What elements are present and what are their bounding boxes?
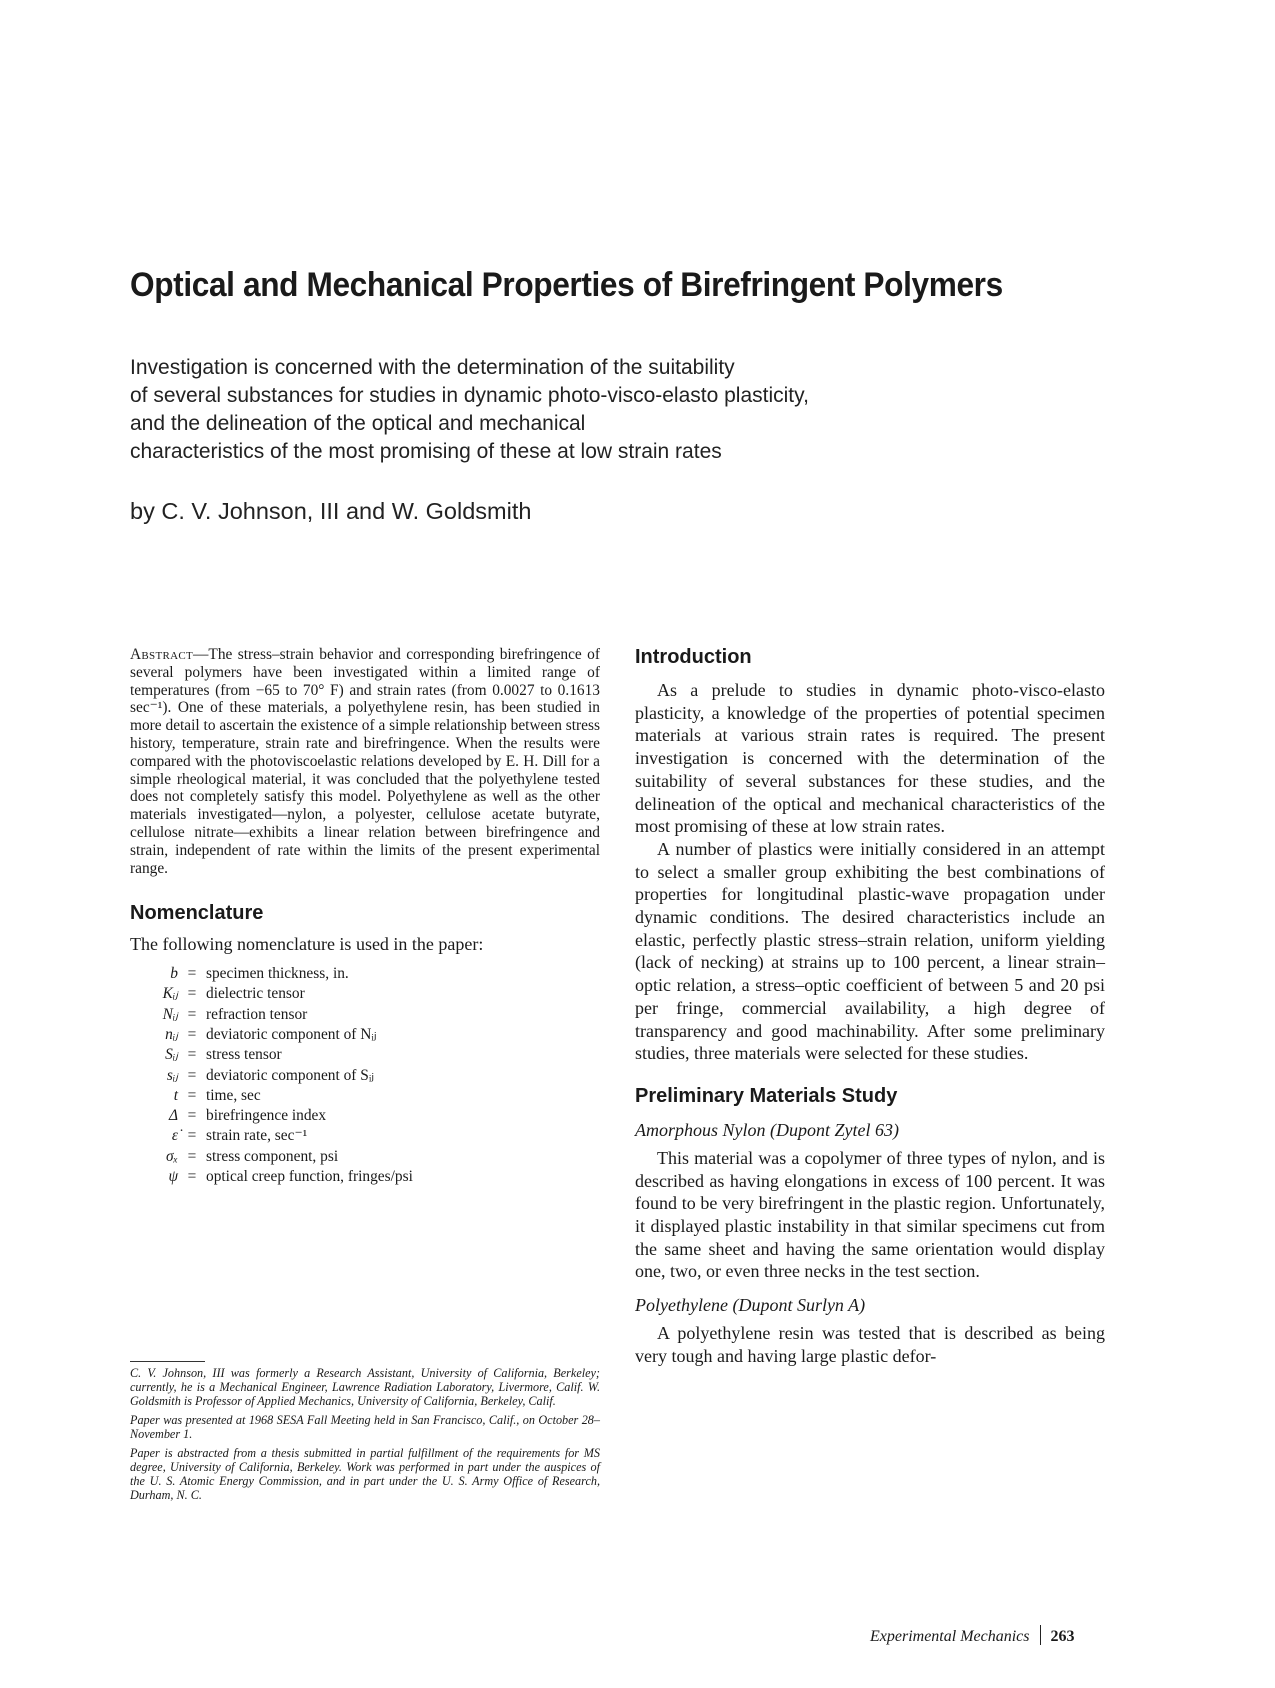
equals-sign: = — [187, 1086, 197, 1104]
subtitle-line: of several substances for studies in dynamic photo-visco-elasto plasticity, — [130, 384, 809, 407]
introduction-paragraph: A number of plastics were initially considered in an attempt to select a smaller group exhibiting the best combinations of properties for longitudinal plastic-wave propagation under dynamic conditions. The desired characteristics include an elastic, perfectly plastic stress–strain relation, uniform yielding (lack of necking) at strains up to 100 percent, a linear strain–optic relation, a stress–optic coefficient of between 5 and 20 psi per fringe, commercial availability, a high degree of transparency and good machinability. After some preliminary studies, three materials were selected for these studies. — [635, 838, 1105, 1064]
equals-sign: = — [187, 965, 197, 983]
nomenclature-definition: refraction tensor — [206, 1005, 308, 1023]
nomenclature-definition: stress component, psi — [206, 1147, 339, 1165]
nomenclature-row — [130, 1167, 600, 1187]
nomenclature-intro: The following nomenclature is used in the paper: — [130, 934, 484, 955]
nomenclature-definition: strain rate, sec⁻¹ — [206, 1127, 308, 1145]
nomenclature-row — [130, 1126, 600, 1146]
article-title: Optical and Mechanical Properties of Birefringent Polymers — [130, 266, 1003, 304]
nomenclature-row — [130, 1045, 600, 1065]
footnote-thesis: Paper is abstracted from a thesis submitted in partial fulfillment of the requirements for MS degree, University of California, Berkeley. Work was performed in part under the auspices of the U. S. Atomic Energy Commission, and in part under the U. S. Army Office of Research, Durham, N. C. — [130, 1446, 600, 1502]
footnote-presentation: Paper was presented at 1968 SESA Fall Meeting held in San Francisco, Calif., on October 28–November 1. — [130, 1413, 600, 1441]
nomenclature-row — [130, 1025, 600, 1045]
nomenclature-definition: optical creep function, fringes/psi — [206, 1168, 413, 1186]
nomenclature-row — [130, 1066, 600, 1086]
nomenclature-row — [130, 1147, 600, 1167]
equals-sign: = — [187, 1168, 197, 1186]
nomenclature-definition: deviatoric component of Nᵢⱼ — [206, 1025, 377, 1043]
nomenclature-symbol: ψ — [168, 1168, 178, 1186]
author-byline: by C. V. Johnson, III and W. Goldsmith — [130, 498, 532, 524]
equals-sign: = — [187, 1066, 197, 1084]
subtitle-line: and the delineation of the optical and mechanical — [130, 412, 586, 435]
nomenclature-row — [130, 1106, 600, 1126]
polyethylene-paragraph: A polyethylene resin was tested that is described as being very tough and having large plastic defor- — [635, 1323, 1105, 1366]
footer-separator — [1040, 1625, 1041, 1645]
introduction-heading: Introduction — [635, 646, 752, 668]
equals-sign: = — [187, 985, 197, 1003]
equals-sign: = — [187, 1107, 197, 1125]
subtitle-line: Investigation is concerned with the determination of the suitability — [130, 356, 735, 379]
footnotes — [130, 1366, 600, 1507]
equals-sign: = — [187, 1127, 197, 1145]
nomenclature-definition: specimen thickness, in. — [206, 965, 349, 983]
nomenclature-symbol: t — [173, 1086, 178, 1104]
abstract-label: Abstract — [130, 646, 194, 663]
article-subtitle — [130, 354, 1030, 466]
nomenclature-list — [130, 964, 600, 1187]
nomenclature-row — [130, 964, 600, 984]
nomenclature-symbol: Nᵢⱼ — [162, 1005, 178, 1023]
footnote-affiliation: C. V. Johnson, III was formerly a Research Assistant, University of California, Berkeley; currently, he is a Mechanical Engineer, Lawrence Radiation Laboratory, Livermore, Calif. W. Goldsmith is Professor of Applied Mechanics, University of California, Berkeley, Calif. — [130, 1366, 600, 1408]
nomenclature-symbol: nᵢⱼ — [165, 1025, 178, 1043]
equals-sign: = — [187, 1005, 197, 1023]
nomenclature-symbol: Kᵢⱼ — [162, 985, 178, 1003]
right-column — [635, 646, 1105, 1368]
nomenclature-symbol: Δ — [168, 1107, 178, 1125]
preliminary-heading: Preliminary Materials Study — [635, 1084, 898, 1107]
nomenclature-definition: time, sec — [206, 1086, 261, 1104]
nomenclature-symbol: b — [170, 965, 178, 983]
nomenclature-definition: deviatoric component of Sᵢⱼ — [206, 1066, 375, 1084]
nomenclature-symbol: sᵢⱼ — [166, 1066, 178, 1084]
abstract — [130, 646, 600, 877]
abstract-text: —The stress–strain behavior and corresponding birefringence of several polymers have been investigated within a limited range of temperatures (from −65 to 70° F) and strain rates (from 0.0027 to 0.1613 sec⁻¹). One of these materials, a polyethylene resin, has been studied in more detail to ascertain the existence of a simple relationship between stress history, temperature, strain rate and birefringence. When the results were compared with the photoviscoelastic relations developed by E. H. Dill for a simple rheological material, it was concluded that the polyethylene tested does not completely satisfy this model. Polyethylene as well as the other materials investigated—nylon, a polyester, cellulose acetate butyrate, cellulose nitrate—exhibits a linear relation between birefringence and strain, independent of rate within the limits of the present experimental range. — [130, 646, 600, 877]
page-number: 263 — [1050, 1628, 1075, 1645]
nylon-paragraph: This material was a copolymer of three types of nylon, and is described as having elongations in excess of 100 percent. It was found to be very birefringent in the plastic region. Unfortunately, it displayed plastic instability in that similar specimens cut from the same sheet and having the same orientation would display one, two, or even three necks in the test section. — [635, 1147, 1105, 1282]
journal-name: Experimental Mechanics — [870, 1628, 1030, 1645]
nomenclature-symbol: ε̇ — [171, 1127, 178, 1145]
nomenclature-row — [130, 1005, 600, 1025]
left-column — [130, 646, 600, 1187]
equals-sign: = — [187, 1025, 197, 1043]
nylon-subheading: Amorphous Nylon (Dupont Zytel 63) — [635, 1119, 899, 1140]
introduction-paragraph: As a prelude to studies in dynamic photo-visco-elasto plasticity, a knowledge of the properties of potential specimen materials at various strain rates is required. The present investigation is concerned with the determination of the suitability of several substances for these studies, and the delineation of the optical and mechanical characteristics of the most promising of these at low strain rates. — [635, 680, 1105, 837]
nomenclature-definition: birefringence index — [206, 1107, 327, 1125]
nomenclature-row — [130, 1086, 600, 1106]
polyethylene-subheading: Polyethylene (Dupont Surlyn A) — [635, 1295, 866, 1316]
nomenclature-definition: stress tensor — [206, 1046, 282, 1064]
nomenclature-row — [130, 984, 600, 1004]
equals-sign: = — [187, 1046, 197, 1064]
page-footer — [870, 1625, 1100, 1646]
nomenclature-heading: Nomenclature — [130, 902, 264, 925]
subtitle-line: characteristics of the most promising of these at low strain rates — [130, 440, 722, 463]
nomenclature-symbol: σₓ — [166, 1147, 178, 1165]
nomenclature-definition: dielectric tensor — [206, 985, 305, 1003]
equals-sign: = — [187, 1147, 197, 1165]
footnote-rule — [130, 1361, 205, 1362]
nomenclature-symbol: Sᵢⱼ — [165, 1046, 178, 1064]
